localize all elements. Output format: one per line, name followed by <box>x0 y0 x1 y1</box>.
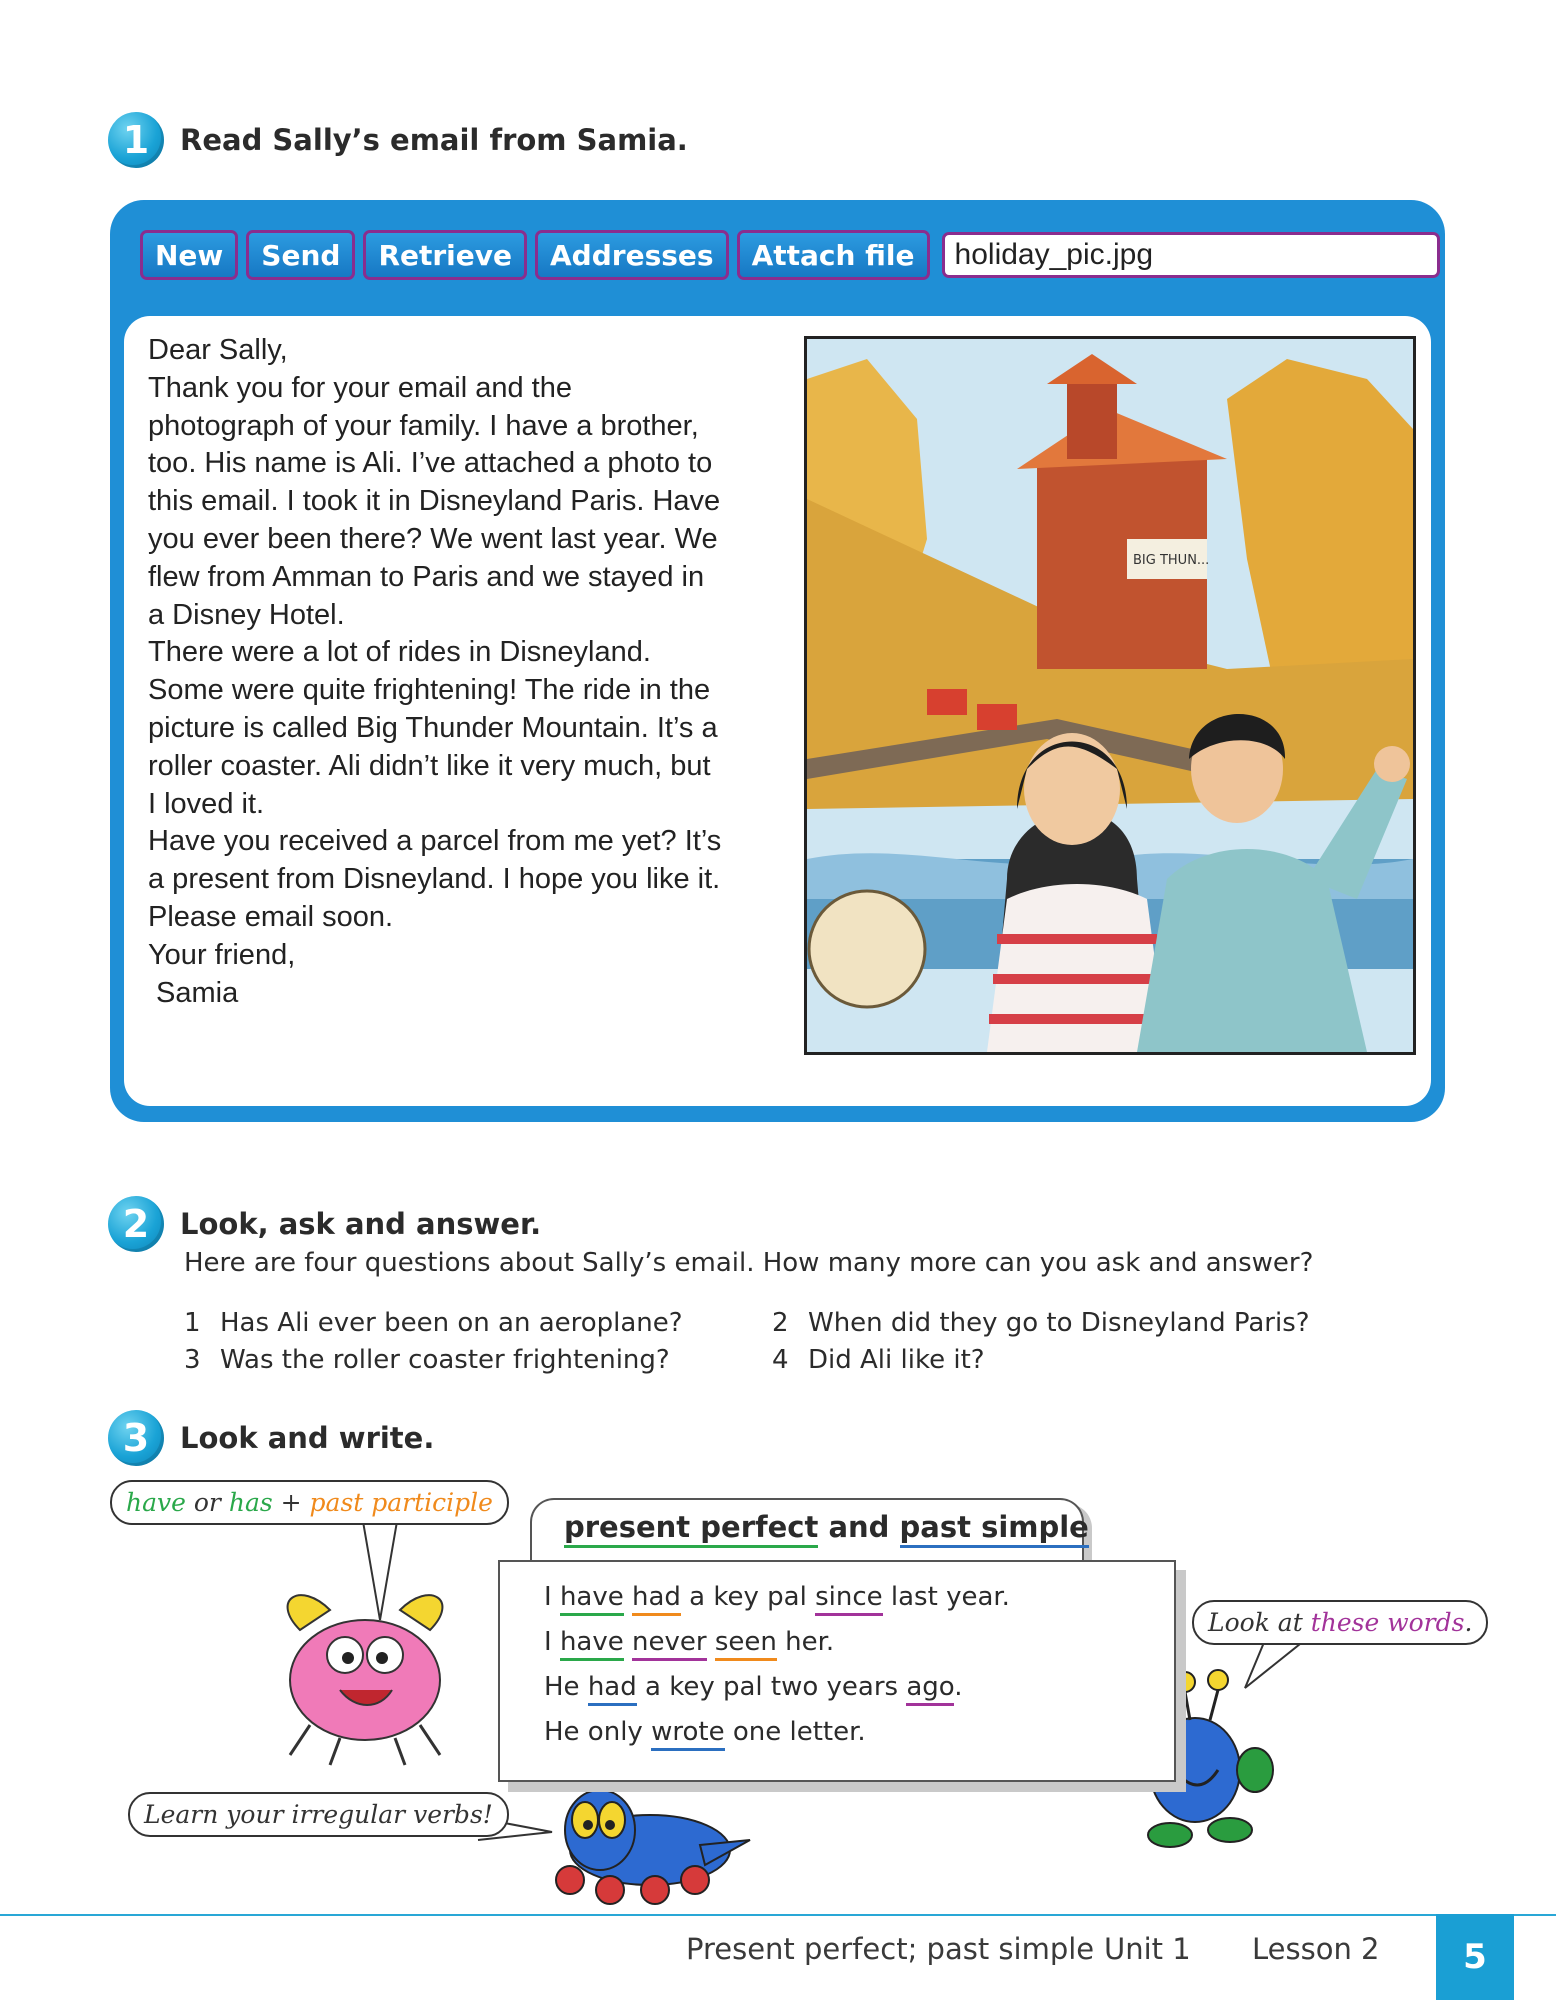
bubble-have: have <box>126 1488 186 1517</box>
email-line: a Disney Hotel. <box>148 598 345 631</box>
email-toolbar <box>140 230 1440 280</box>
question-text: When did they go to Disneyland Paris? <box>808 1308 1310 1338</box>
attach-file-button[interactable]: Attach file <box>737 230 930 280</box>
speech-bubble-irregular-verbs: Learn your irregular verbs! <box>128 1792 509 1837</box>
word <box>624 1627 632 1657</box>
disneyland-illustration <box>807 339 1413 1052</box>
section-2-title: Look, ask and answer. <box>180 1207 542 1241</box>
send-button[interactable]: Send <box>246 230 355 280</box>
blue-bug-mascot-bottom <box>556 1790 750 1904</box>
bubble-plus: + <box>272 1488 310 1517</box>
question-number: 3 <box>184 1345 201 1375</box>
question-item <box>772 1345 985 1375</box>
attachment-field[interactable]: holiday_pic.jpg <box>942 232 1440 278</box>
word: last year. <box>882 1582 1010 1612</box>
question-text: Was the roller coaster frightening? <box>220 1345 670 1375</box>
holiday-photo <box>804 336 1416 1055</box>
speech-bubble-have-has <box>110 1480 509 1525</box>
footer-topic: Present perfect; past simple <box>686 1932 1095 1966</box>
photo-sign-text: BIG THUN... <box>1133 553 1210 568</box>
word: one letter. <box>724 1717 866 1747</box>
word: . <box>954 1672 963 1702</box>
word: a key pal two years <box>636 1672 907 1702</box>
question-number: 4 <box>772 1345 789 1375</box>
word-had: had <box>588 1672 637 1706</box>
question-item <box>184 1308 683 1338</box>
section-number-3: 3 <box>108 1410 164 1466</box>
grammar-line-3 <box>544 1672 963 1702</box>
bubble-period: . <box>1464 1608 1473 1637</box>
grammar-line-2 <box>544 1627 834 1657</box>
word: a key pal <box>680 1582 816 1612</box>
email-line: this email. I took it in Disneyland Paris. Have <box>148 485 721 518</box>
email-line: Samia <box>148 976 239 1009</box>
word: I <box>544 1627 560 1657</box>
addresses-button[interactable]: Addresses <box>535 230 729 280</box>
bubble-has: has <box>228 1488 273 1517</box>
new-button[interactable]: New <box>140 230 238 280</box>
email-line: Some were quite frightening! The ride in the <box>148 674 711 707</box>
email-line: Dear Sally, <box>148 334 288 366</box>
section-2-subtitle: Here are four questions about Sally’s email. How many more can you ask and answer? <box>184 1248 1314 1278</box>
section-3-title: Look and write. <box>180 1421 435 1455</box>
section-2-header <box>108 1196 541 1252</box>
word-wrote: wrote <box>651 1717 724 1751</box>
footer-unit: Unit 1 <box>1104 1932 1191 1966</box>
footer-rule <box>0 1914 1556 1916</box>
title-present-perfect: present perfect <box>564 1510 818 1548</box>
word-have: have <box>560 1582 624 1616</box>
bubble-these-words: these words <box>1310 1608 1465 1637</box>
word <box>624 1582 632 1612</box>
question-item <box>772 1308 1310 1338</box>
title-and: and <box>818 1510 900 1544</box>
grammar-line-4 <box>544 1717 866 1747</box>
speech-bubble-look-at <box>1192 1600 1488 1645</box>
grammar-box-title <box>564 1510 1089 1544</box>
footer-lesson: Lesson 2 <box>1252 1932 1380 1966</box>
email-body <box>124 316 1431 1106</box>
word-seen: seen <box>715 1627 777 1661</box>
email-line: There were a lot of rides in Disneyland. <box>148 636 651 669</box>
bubble-look-at: Look at <box>1208 1608 1311 1637</box>
title-past-simple: past simple <box>900 1510 1089 1548</box>
section-3-header <box>108 1410 434 1466</box>
email-line: picture is called Big Thunder Mountain. It’s a <box>148 711 718 744</box>
pink-bug-mascot <box>288 1595 443 1765</box>
email-line: I loved it. <box>148 787 265 820</box>
email-line: you ever been there? We went last year. We <box>148 522 718 555</box>
section-number-2: 2 <box>108 1196 164 1252</box>
retrieve-button[interactable]: Retrieve <box>363 230 527 280</box>
question-text: Has Ali ever been on an aeroplane? <box>220 1308 683 1338</box>
email-window <box>110 200 1445 1122</box>
email-line: photograph of your family. I have a brother, <box>148 409 699 442</box>
question-number: 1 <box>184 1308 201 1338</box>
word-ago: ago <box>906 1672 954 1706</box>
email-text <box>148 332 788 1012</box>
section-1-header <box>108 112 688 168</box>
word: He only <box>544 1717 652 1747</box>
email-line: roller coaster. Ali didn’t like it very much, but <box>148 749 711 782</box>
word: I <box>544 1582 560 1612</box>
section-number-1: 1 <box>108 112 164 168</box>
bubble-or: or <box>185 1488 229 1517</box>
word <box>707 1627 715 1657</box>
word-never: never <box>632 1627 707 1661</box>
email-line: Your friend, <box>148 938 296 971</box>
email-line: too. His name is Ali. I’ve attached a photo to <box>148 447 713 480</box>
section-1-title: Read Sally’s email from Samia. <box>180 123 688 157</box>
word-have: have <box>560 1627 624 1661</box>
bubble-past-participle: past participle <box>309 1488 493 1517</box>
question-text: Did Ali like it? <box>808 1345 985 1375</box>
word: He <box>544 1672 588 1702</box>
grammar-line-1 <box>544 1582 1010 1612</box>
email-line: flew from Amman to Paris and we stayed in <box>148 560 705 593</box>
question-number: 2 <box>772 1308 789 1338</box>
question-item <box>184 1345 670 1375</box>
email-line: Have you received a parcel from me yet? It’s <box>148 825 722 858</box>
email-line: Please email soon. <box>148 900 394 933</box>
word-had: had <box>632 1582 681 1616</box>
email-line: a present from Disneyland. I hope you like it. <box>148 863 721 896</box>
page-number: 5 <box>1436 1914 1514 2000</box>
email-line: Thank you for your email and the <box>148 371 572 404</box>
word-since: since <box>815 1582 883 1616</box>
word: her. <box>776 1627 835 1657</box>
